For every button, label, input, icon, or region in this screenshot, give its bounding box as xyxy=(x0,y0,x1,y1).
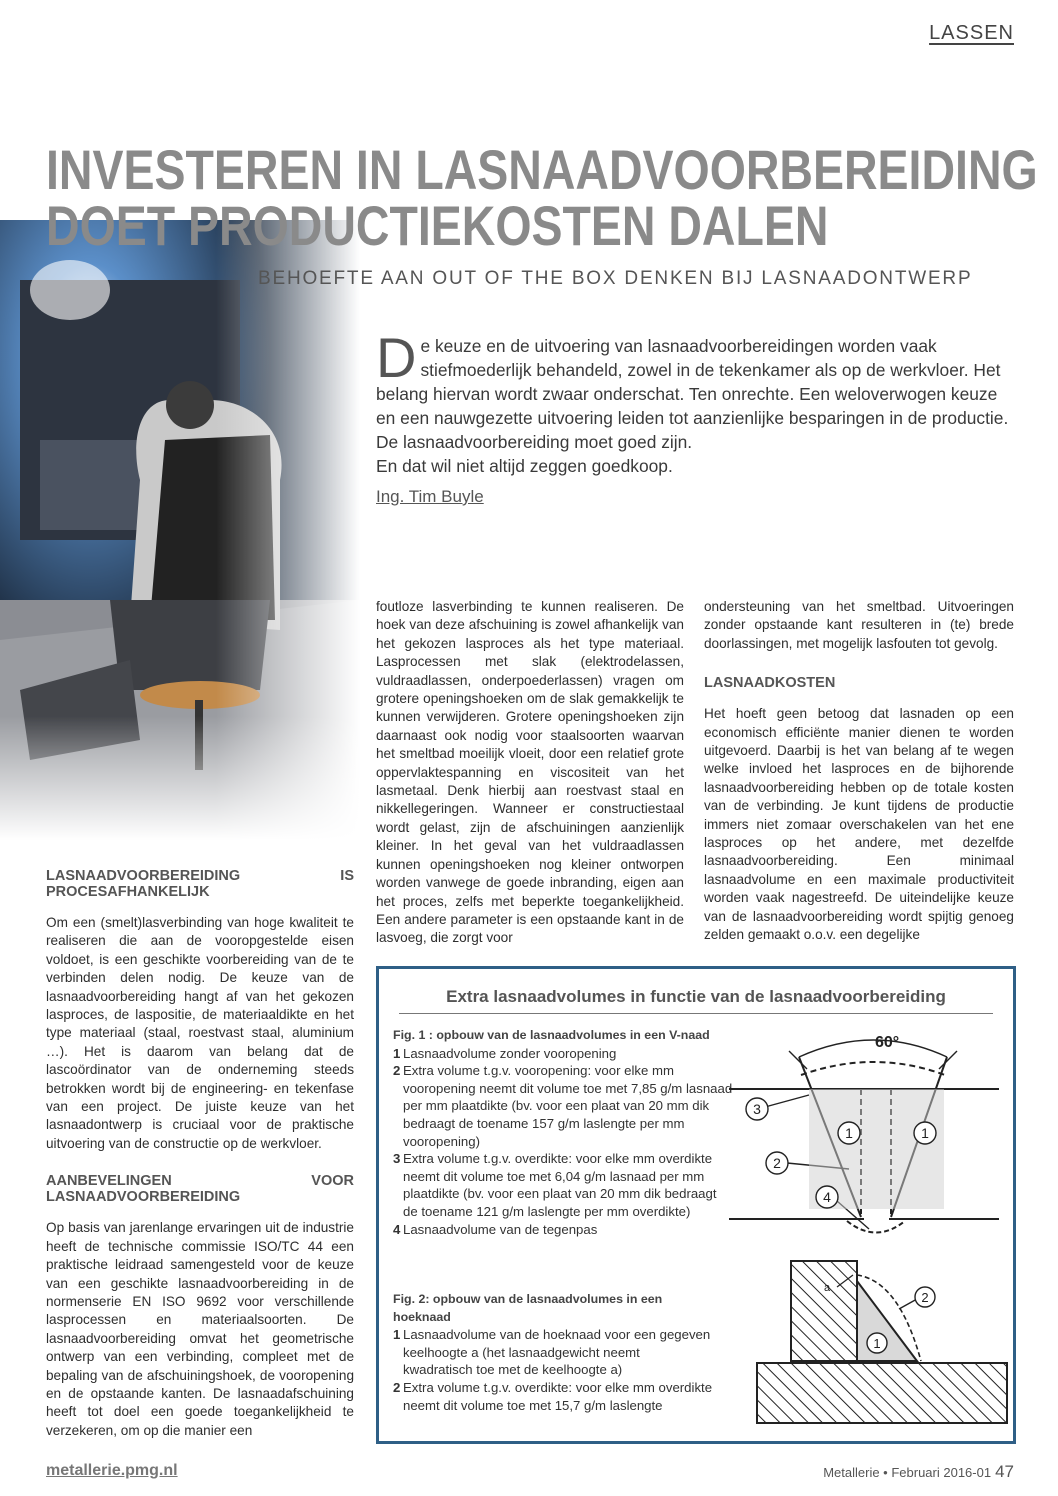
callout-1b: 1 xyxy=(921,1125,929,1141)
paragraph: Om een (smelt)lasverbinding van hoge kwaliteit te realiseren die aan de vooropgestelde eisen voldoet, is een geschikte voorbereiding van de te verbinden delen nodig. De keuze van de lasnaadvoorbereiding hangt af van het gekozen lasproces, de laspositie, de materiaaldikte en het type materiaal (staal, roestvast staal, aluminium …). Het is daarom van belang dat de lascoördinator van de onderneming steeds betrokken wordt bij de engineering- en tekenfase van een project. De juiste keuze van het lasnaadontwerp is cruciaal voor de praktische uitvoering van de constructie op de werkvloer. xyxy=(46,915,354,1151)
intro-paragraph xyxy=(376,326,1016,478)
list-item: 4 Lasnaadvolume van de tegenpas xyxy=(393,1221,598,1237)
column-2 xyxy=(376,598,684,948)
welder-photo xyxy=(0,220,360,840)
author-byline: Ing. Tim Buyle xyxy=(376,487,484,506)
callout-1a: 1 xyxy=(845,1125,853,1141)
article-title xyxy=(46,138,1038,257)
callout-2: 2 xyxy=(921,1290,929,1305)
intro-last-line: En dat wil niet altijd zeggen goedkoop. xyxy=(376,456,673,476)
figure-box-title: Extra lasnaadvolumes in functie van de lasnaadvoorbereiding xyxy=(446,987,946,1006)
magazine-issue: Metallerie • Februari 2016-01 xyxy=(823,1465,992,1480)
figure-box xyxy=(376,966,1016,1444)
column-1 xyxy=(46,868,354,1440)
list-item: 3 Extra volume t.g.v. overdikte: voor elke mm overdikte neemt dit volume toe met 6,04 g/m lasnaad per mm plaatdikte (bv. voor een plaat van 20 mm dik bedraagt de toename 121 g/m laslengte per mm overdikte) xyxy=(393,1151,717,1219)
fig2-heading: Fig. 2: opbouw van de lasnaadvolumes in een hoeknaad xyxy=(393,1292,663,1324)
paragraph: Het hoeft geen betoog dat lasnaden op een economisch efficiënte manier dienen te worden uitgevoerd. Daarbij is het van belang af te wegen welke invloed het lasproces en de bijhorende lasnaadvoorbereiding hebben op de totale kosten van de verbinding. Je kunt tijdens de productie immers niet zomaar overschakelen van het ene lasproces op het andere, met dezelfde lasnaadvoorbereiding. Een minimaal lasnaadvolume en een maximale productiviteit worden vaak nagestreefd. De uiteindelijke keuze van de lasnaadvoorbereiding wordt spijtig genoeg zelden gemaakt o.o.v. een degelijke xyxy=(704,706,1014,943)
article-subtitle: BEHOEFTE AAN OUT OF THE BOX DENKEN BIJ LASNAADONTWERP xyxy=(258,268,973,289)
list-item: 1 Lasnaadvolume van de hoeknaad voor een gegeven keelhoogte a (het lasnaadgewicht neemt kwadratisch toe met de keelhoogte a) xyxy=(393,1327,711,1378)
fig1-heading: Fig. 1 : opbouw van de lasnaadvolumes in een V-naad xyxy=(393,1028,710,1042)
angle-label: 60° xyxy=(875,1034,900,1051)
fillet-weld-diagram xyxy=(749,1251,1009,1431)
callout-1: 1 xyxy=(873,1336,881,1351)
list-item: 1 Lasnaadvolume zonder vooropening xyxy=(393,1045,617,1061)
throat-label: a xyxy=(824,1282,831,1294)
v-weld-diagram xyxy=(729,1029,1009,1259)
section-tag: LASSEN xyxy=(929,22,1014,44)
callout-4: 4 xyxy=(823,1189,831,1205)
column-3 xyxy=(704,598,1014,945)
footer-info xyxy=(823,1462,1014,1482)
callout-3: 3 xyxy=(753,1101,761,1117)
paragraph: foutloze lasverbinding te kunnen realiseren. De hoek van deze afschuining is zowel afhankelijk van het gekozen lasproces als het type materiaal. Lasprocessen met slak (elektrodelassen, vuldraadlassen, onderpoederlassen) vragen om grotere openingshoeken om de slak gemakkelijk te kunnen verwijderen. Grotere openingshoeken zijn daarnaast ook nodig voor staalsoorten waarvan het smeltbad moeilijk vloeit, door een relatief grote oppervlaktespanning en viscositeit van het lasmetaal. Denk hierbij aan roestvast staal en nikkellegeringen. Wanneer er constructiestaal wordt gelast, zijn de afschuiningen aanzienlijk kleiner. In het geval van het vuldraadlassen kunnen openingshoeken nog kleiner ontworpen worden vanwege de goede inbranding, eigen aan het proces, zelfs met beperkte toegankelijkheid. Een andere parameter is een opstaande kant in de lasvoeg, die zorgt voor xyxy=(376,599,684,946)
paragraph: Op basis van jarenlange ervaringen uit de industrie heeft de technische commissie ISO/TC 44 een praktische leidraad samengesteld voor de keuze van een geschikte lasnaadvoorbereiding in de normenserie EN ISO 9692 voor verschillende lasprocessen en materiaalsoorten. De lasnaadvoorbereiding omvat het geometrische ontwerp van een verbinding, compleet met de bepaling van de afschuiningshoek, de vooropening en de opstaande kanten. De lasnaadafschuining heeft tot doel een goede toegankelijkheid te verzekeren, om op die manier een xyxy=(46,1220,354,1438)
footer-website-link[interactable]: metallerie.pmg.nl xyxy=(46,1462,178,1479)
divider xyxy=(399,1013,993,1014)
title-line-2: DOET PRODUCTIEKOSTEN DALEN xyxy=(46,194,829,257)
title-line-1: INVESTEREN IN LASNAADVOORBEREIDING xyxy=(46,138,1038,201)
page-number: 47 xyxy=(995,1462,1014,1481)
paragraph: ondersteuning van het smeltbad. Uitvoeringen zonder opstaande kant resulteren in (te) brede doorlassingen, met mogelijk lasfouten tot gevolg. xyxy=(704,599,1014,651)
list-item: 2 Extra volume t.g.v. overdikte: voor elke mm overdikte neemt dit volume toe met 15,7 g/m laslengte xyxy=(393,1379,713,1413)
heading-aanbevelingen: AANBEVELINGEN VOOR LASNAADVOORBEREIDING xyxy=(46,1173,354,1206)
heading-lasnaadkosten: LASNAADKOSTEN xyxy=(704,675,836,692)
drop-cap: D xyxy=(376,326,417,389)
intro-text: e keuze en de uitvoering van lasnaadvoorbereidingen worden vaak stiefmoederlijk behandeld, zowel in de tekenkamer als op de werkvloer. Het belang hiervan wordt zwaar onderschat. Ten onrechte. Een weloverwogen keuze en een nauwgezette uitvoering leiden tot aanzienlijke besparingen in de productie. De lasnaadvoorbereiding moet goed zijn. xyxy=(376,336,1009,452)
fig1-caption xyxy=(393,1027,733,1238)
fig2-caption xyxy=(393,1291,713,1414)
callout-2: 2 xyxy=(773,1155,781,1171)
heading-procesafhankelijk: LASNAADVOORBEREIDING IS PROCESAFHANKELIJK xyxy=(46,868,354,900)
list-item: 2 Extra volume t.g.v. vooropening: voor elke mm vooropening neemt dit volume toe met 7,85 g/m lasnaad per mm plaatdikte (bv. voor een plaat van 20 mm dik bedraagt de toename 157 g/m laslengte per mm vooropening) xyxy=(393,1063,733,1149)
